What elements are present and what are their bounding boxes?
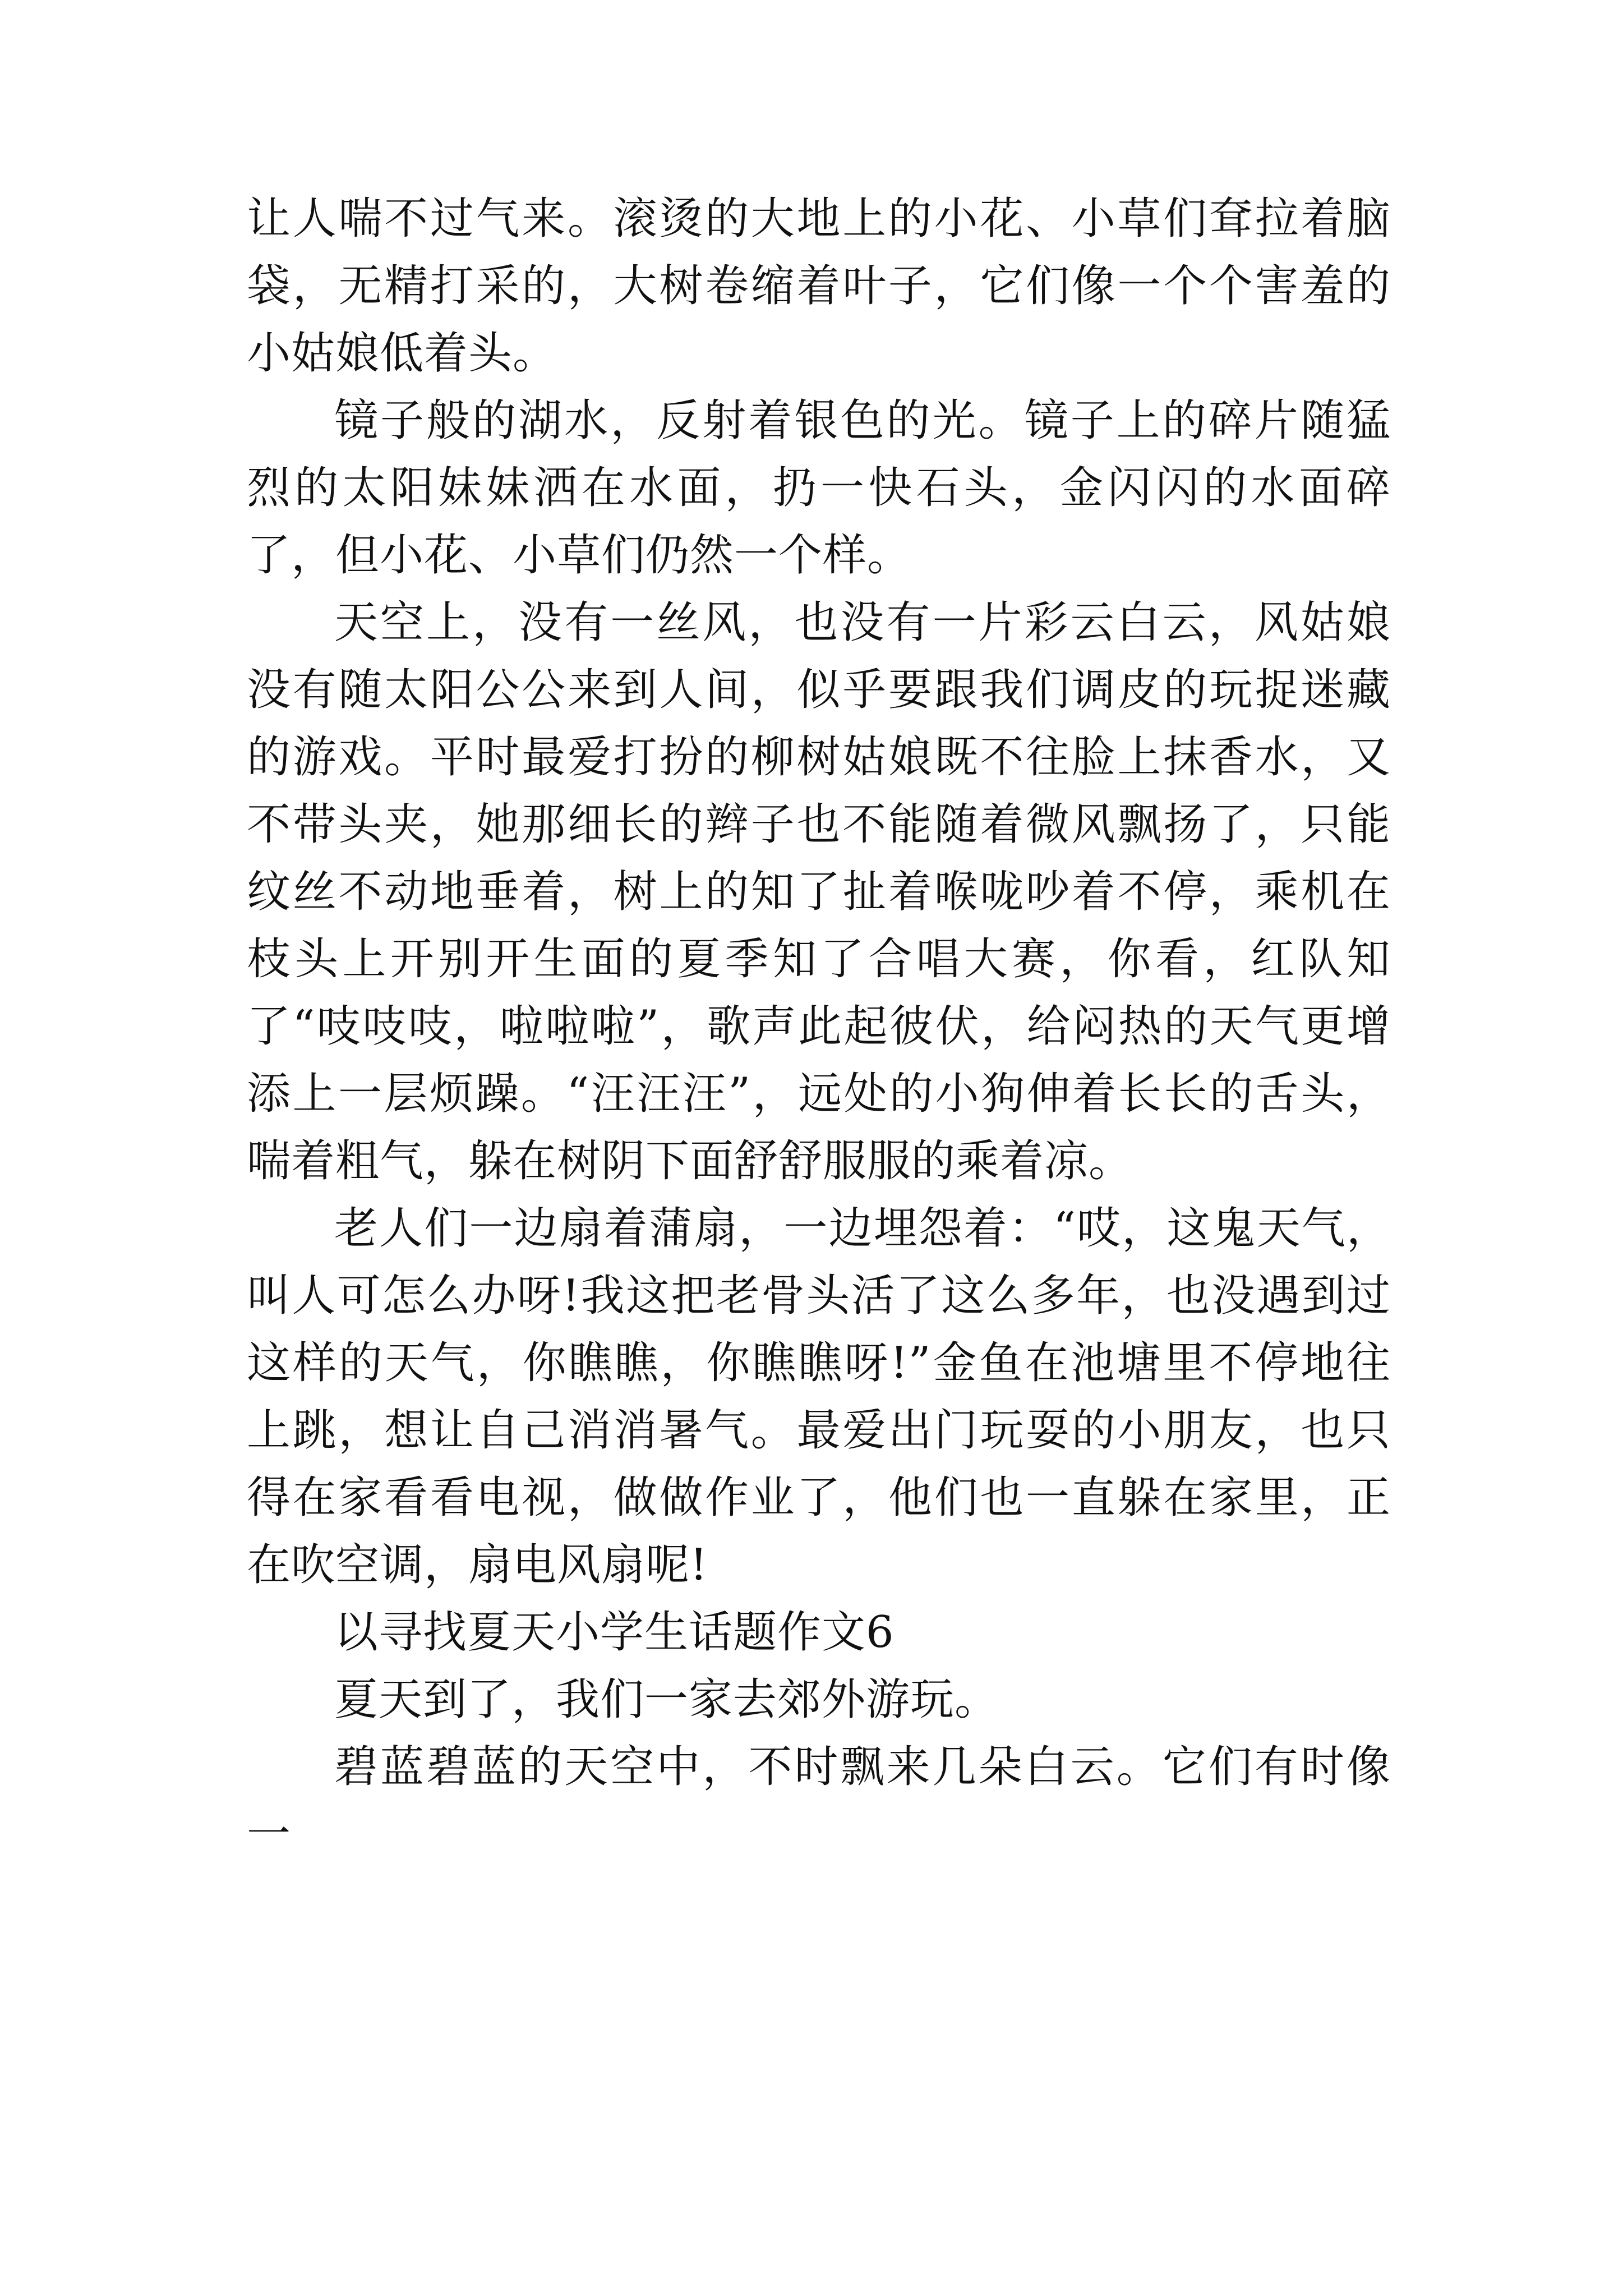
section-title: 以寻找夏天小学生话题作文6 bbox=[334, 1607, 895, 1658]
paragraph-sky: 天空上，没有一丝风，也没有一片彩云白云，风姑娘没有随太阳公公来到人间，似乎要跟我们调皮的玩捉迷藏的游戏。平时最爱打扮的柳树姑娘既不往脸上抹香水，又不带头夹，她那细长的辫子也不能随着微风飘扬了，只能纹丝不动地垂着，树上的知了扯着喉咙吵着不停，乘机在枝头上开别开生面的夏季知了合唱大赛，你看，红队知了“吱吱吱，啦啦啦”，歌声此起彼伏，给闷热的天气更增添上一层烦躁。“汪汪汪”，远处的小狗伸着长长的舌头，喘着粗气，躲在树阴下面舒舒服服的乘着凉。 bbox=[247, 597, 1391, 1186]
paragraph-blue-sky: 碧蓝碧蓝的天空中，不时飘来几朵白云。它们有时像一 bbox=[247, 1742, 1391, 1860]
paragraph-lake: 镜子般的湖水，反射着银色的光。镜子上的碎片随猛烈的太阳妹妹洒在水面，扔一快石头，金闪闪的水面碎了，但小花、小草们仍然一个样。 bbox=[247, 395, 1391, 581]
paragraph-elders: 老人们一边扇着蒲扇，一边埋怨着：“哎，这鬼天气，叫人可怎么办呀!我这把老骨头活了这么多年，也没遇到过这样的天气，你瞧瞧，你瞧瞧呀!”金鱼在池塘里不停地往上跳，想让自己消消暑气。最爱出门玩耍的小朋友，也只得在家看看电视，做做作业了，他们也一直躲在家里，正在吹空调，扇电风扇呢! bbox=[247, 1203, 1391, 1590]
document-body bbox=[247, 185, 1391, 1868]
paragraph-summer-arrived: 夏天到了，我们一家去郊外游玩。 bbox=[334, 1674, 999, 1725]
paragraph-continuation: 让人喘不过气来。滚烫的大地上的小花、小草们耷拉着脑袋，无精打采的，大树卷缩着叶子，它们像一个个害羞的小姑娘低着头。 bbox=[247, 194, 1391, 379]
